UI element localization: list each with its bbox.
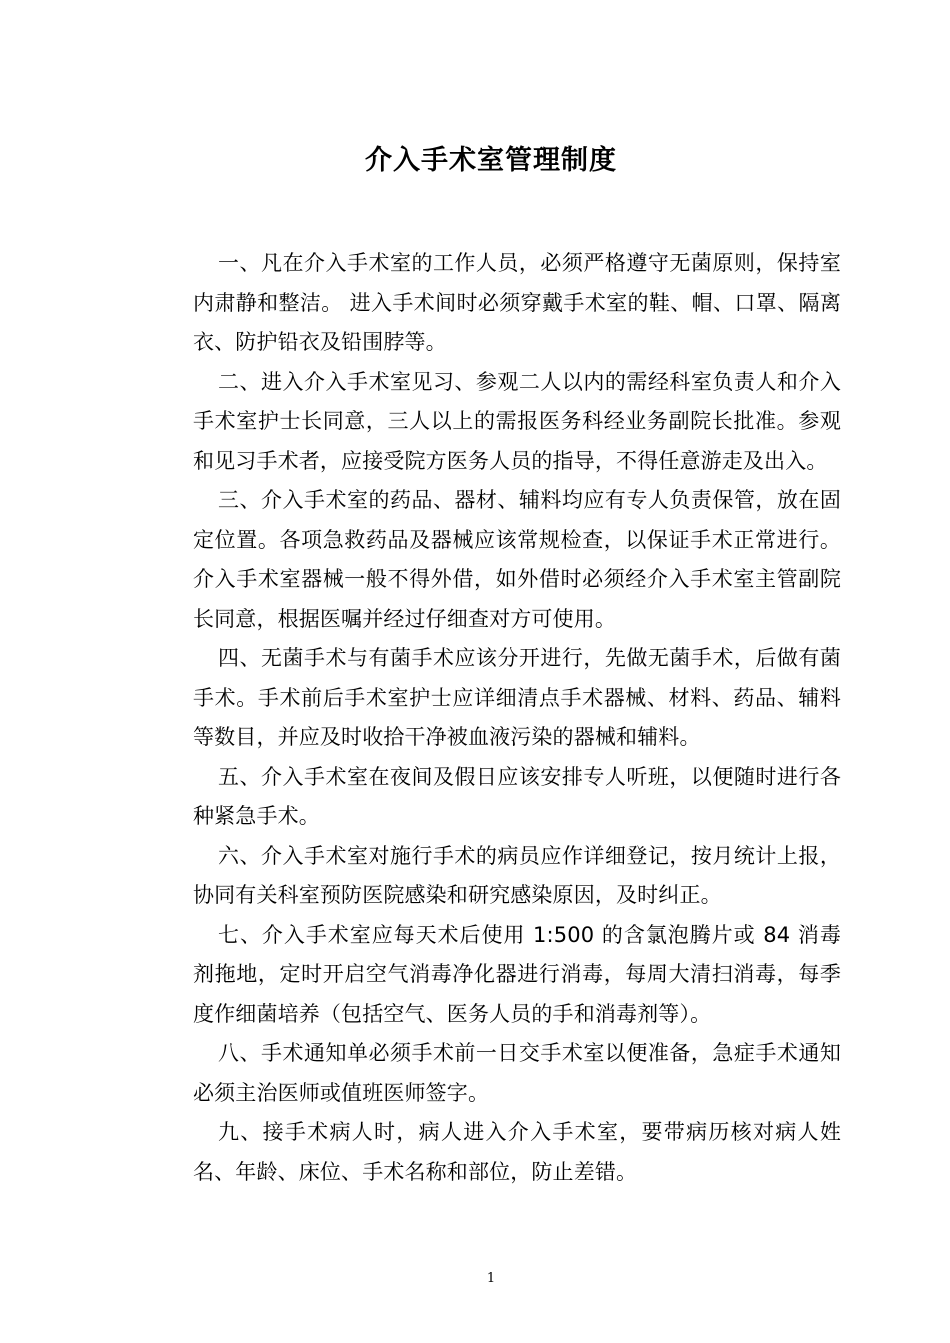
paragraph-5: 五、介入手术室在夜间及假日应该安排专人听班，以便随时进行各种紧急手术。	[193, 764, 841, 828]
document-body	[193, 244, 841, 1192]
paragraph-9: 九、接手术病人时，病人进入介入手术室，要带病历核对病人姓名、年龄、床位、手术名称和部位，防止差错。	[193, 1120, 841, 1184]
paragraph-8: 八、手术通知单必须手术前一日交手术室以便准备，急症手术通知必须主治医师或值班医师签字。	[193, 1041, 841, 1105]
page-number: 1	[486, 1271, 496, 1286]
paragraph-1: 一、凡在介入手术室的工作人员，必须严格遵守无菌原则，保持室内肃静和整洁。 进入手术间时必须穿戴手术室的鞋、帽、口罩、隔离衣、防护铅衣及铅围脖等。	[193, 251, 841, 354]
paragraph-7: 七、介入手术室应每天术后使用 1:500 的含氯泡腾片或 84 消毒剂拖地，定时开启空气消毒净化器进行消毒，每周大清扫消毒，每季度作细菌培养（包括空气、医务人员的手和消毒剂等）。	[193, 922, 841, 1026]
document-title: 介入手术室管理制度	[365, 145, 617, 176]
paragraph-6: 六、介入手术室对施行手术的病员应作详细登记，按月统计上报，协同有关科室预防医院感染和研究感染原因，及时纠正。	[193, 843, 841, 907]
paragraph-2: 二、进入介入手术室见习、参观二人以内的需经科室负责人和介入手术室护士长同意，三人以上的需报医务科经业务副院长批准。参观和见习手术者，应接受院方医务人员的指导，不得任意游走及出入。	[193, 369, 841, 473]
paragraph-4: 四、无菌手术与有菌手术应该分开进行，先做无菌手术，后做有菌手术。手术前后手术室护士应详细清点手术器械、材料、药品、辅料等数目，并应及时收拾干净被血液污染的器械和辅料。	[193, 646, 841, 749]
paragraph-3: 三、介入手术室的药品、器材、辅料均应有专人负责保管，放在固定位置。各项急救药品及器械应该常规检查，以保证手术正常进行。介入手术室器械一般不得外借，如外借时必须经介入手术室主管副院长同意，根据医嘱并经过仔细查对方可使用。	[193, 488, 841, 631]
